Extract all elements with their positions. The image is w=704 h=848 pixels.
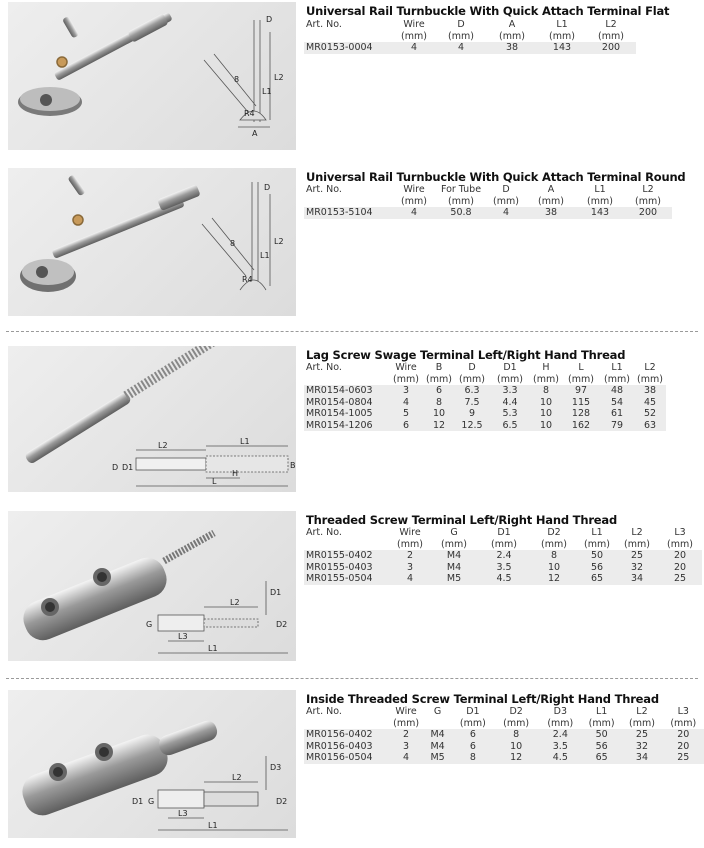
table-row bbox=[304, 420, 666, 432]
table-cell: 143 bbox=[576, 207, 624, 219]
dim-label-l2: L2 bbox=[230, 598, 240, 607]
table-cell: 52 bbox=[634, 408, 666, 420]
unit-label: (mm) bbox=[441, 538, 467, 550]
table-cell: 6 bbox=[424, 385, 454, 397]
column-header: D1 bbox=[466, 706, 480, 718]
table-units-row bbox=[304, 539, 702, 551]
unit-label: (mm) bbox=[459, 373, 485, 385]
column-header: Wire bbox=[403, 184, 425, 196]
dim-label-l1: L1 bbox=[208, 821, 218, 830]
dim-label-l2: L2 bbox=[232, 773, 242, 782]
table-cell: 38 bbox=[486, 42, 538, 54]
column-header: L3 bbox=[677, 706, 689, 718]
column-header: L bbox=[578, 362, 584, 374]
table-row bbox=[304, 42, 636, 54]
dim-label-d: D bbox=[266, 15, 273, 24]
column-header: L1 bbox=[594, 184, 606, 196]
technical-drawing bbox=[146, 581, 288, 653]
table-cell: 4 bbox=[392, 207, 436, 219]
table-cell: 38 bbox=[526, 207, 576, 219]
dim-label-d1: D1 bbox=[270, 588, 282, 597]
table-header-row bbox=[304, 527, 702, 539]
unit-label bbox=[304, 196, 392, 208]
table-cell: 200 bbox=[586, 42, 636, 54]
table-cell: 97 bbox=[562, 385, 600, 397]
unit-label bbox=[304, 374, 388, 386]
table-cell: 20 bbox=[663, 729, 704, 741]
column-header: D bbox=[468, 362, 476, 374]
column-header: D1 bbox=[497, 527, 511, 539]
product-title: Threaded Screw Terminal Left/Right Hand Thread bbox=[306, 513, 617, 527]
lag-screw-illustration bbox=[24, 346, 244, 465]
table-header-row bbox=[304, 184, 672, 196]
table-cell: 8 bbox=[530, 550, 578, 562]
unit-label: (mm) bbox=[568, 373, 594, 385]
product-photo bbox=[8, 690, 296, 838]
table-cell: 2 bbox=[390, 550, 430, 562]
table-cell: MR0156-0402 bbox=[304, 729, 389, 741]
unit-label bbox=[423, 718, 452, 730]
table-cell: 32 bbox=[616, 562, 658, 574]
table-cell: MR0154-0804 bbox=[304, 397, 388, 409]
dim-label-8: 8 bbox=[230, 239, 236, 248]
table-units-row bbox=[304, 718, 704, 730]
unit-label: (mm) bbox=[538, 195, 564, 207]
column-header: For Tube bbox=[440, 184, 482, 196]
table-cell: M5 bbox=[430, 573, 478, 585]
product-section-inside-threaded-screw bbox=[0, 684, 704, 848]
unit-label: (mm) bbox=[499, 30, 525, 42]
table-cell: 56 bbox=[578, 562, 616, 574]
table-cell: 4.4 bbox=[490, 397, 530, 409]
dim-label-g: G bbox=[146, 620, 153, 629]
unit-label: (mm) bbox=[503, 717, 530, 729]
table-cell: 7.5 bbox=[454, 397, 490, 409]
dim-label-l1: L1 bbox=[240, 437, 250, 446]
table-cell: 6 bbox=[388, 420, 424, 432]
unit-label: (mm) bbox=[393, 373, 419, 385]
table-cell: M4 bbox=[430, 550, 478, 562]
table-cell: 162 bbox=[562, 420, 600, 432]
dim-label-l3: L3 bbox=[178, 809, 188, 818]
table-cell: 5 bbox=[388, 408, 424, 420]
table-cell: 38 bbox=[634, 385, 666, 397]
column-header: Wire bbox=[395, 706, 417, 718]
unit-label: (mm) bbox=[397, 538, 423, 550]
table-header-row bbox=[304, 362, 666, 374]
table-cell: 2.4 bbox=[478, 550, 530, 562]
table-cell: 10 bbox=[530, 408, 562, 420]
column-header: D bbox=[457, 19, 465, 31]
table-cell: 45 bbox=[634, 397, 666, 409]
unit-label bbox=[304, 31, 392, 43]
table-cell: M4 bbox=[430, 562, 478, 574]
table-cell: 4 bbox=[486, 207, 526, 219]
table-cell: 8 bbox=[530, 385, 562, 397]
table-cell: MR0156-0403 bbox=[304, 741, 389, 753]
unit-label: (mm) bbox=[497, 373, 523, 385]
column-header: L2 bbox=[644, 362, 656, 374]
product-section-threaded-screw bbox=[0, 505, 704, 665]
column-header: Art. No. bbox=[306, 19, 342, 31]
table-cell: 34 bbox=[621, 752, 662, 764]
table-cell: 10 bbox=[530, 562, 578, 574]
table-header-row bbox=[304, 706, 704, 718]
column-header: Art. No. bbox=[306, 184, 342, 196]
column-header: L1 bbox=[556, 19, 568, 31]
dim-label-d3: D3 bbox=[270, 763, 282, 772]
dim-label-l: L bbox=[212, 477, 217, 486]
column-header: D2 bbox=[547, 527, 561, 539]
turnbuckle-illustration bbox=[18, 12, 173, 116]
table-cell: 65 bbox=[582, 752, 621, 764]
table-row bbox=[304, 385, 666, 397]
product-section-lag-screw bbox=[0, 340, 704, 500]
table-cell: 61 bbox=[600, 408, 634, 420]
dim-label-g: G bbox=[148, 797, 155, 806]
table-cell: 115 bbox=[562, 397, 600, 409]
table-cell: 4 bbox=[390, 573, 430, 585]
section-divider bbox=[6, 331, 698, 332]
table-cell: 9 bbox=[454, 408, 490, 420]
table-cell: MR0154-1005 bbox=[304, 408, 388, 420]
table-cell: 10 bbox=[424, 408, 454, 420]
table-cell: 63 bbox=[634, 420, 666, 432]
table-cell: M4 bbox=[423, 729, 452, 741]
table-cell: 6.5 bbox=[490, 420, 530, 432]
table-cell: 8 bbox=[452, 752, 493, 764]
table-cell: 25 bbox=[658, 573, 702, 585]
table-cell: MR0153-0004 bbox=[304, 42, 392, 54]
table-row bbox=[304, 573, 702, 585]
product-photo bbox=[8, 168, 296, 316]
table-cell: 3 bbox=[389, 741, 423, 753]
dim-label-l3: L3 bbox=[178, 632, 188, 641]
dim-label-d: D bbox=[264, 183, 271, 192]
unit-label bbox=[304, 718, 389, 730]
table-cell: 12 bbox=[530, 573, 578, 585]
column-header: Wire bbox=[403, 19, 425, 31]
table-cell: 25 bbox=[616, 550, 658, 562]
unit-label: (mm) bbox=[547, 717, 574, 729]
table-cell: 50 bbox=[582, 729, 621, 741]
table-cell: 128 bbox=[562, 408, 600, 420]
dim-label-l1: L1 bbox=[262, 87, 272, 96]
table-row bbox=[304, 729, 704, 741]
dim-label-d2: D2 bbox=[276, 620, 288, 629]
dim-label-r4: R4 bbox=[242, 275, 253, 284]
table-cell: 20 bbox=[663, 741, 704, 753]
table-cell: 143 bbox=[538, 42, 586, 54]
column-header: D3 bbox=[553, 706, 567, 718]
product-section-turnbuckle-flat bbox=[0, 0, 704, 160]
column-header: D1 bbox=[503, 362, 517, 374]
table-cell: 48 bbox=[600, 385, 634, 397]
table-cell: 12.5 bbox=[454, 420, 490, 432]
dim-label-d2: D2 bbox=[276, 797, 288, 806]
column-header: D bbox=[502, 184, 510, 196]
table-cell: MR0154-1206 bbox=[304, 420, 388, 432]
column-header: L1 bbox=[611, 362, 623, 374]
table-cell: 65 bbox=[578, 573, 616, 585]
table-cell: 12 bbox=[494, 752, 539, 764]
column-header: L3 bbox=[674, 527, 686, 539]
table-row bbox=[304, 397, 666, 409]
dim-label-l2: L2 bbox=[274, 237, 284, 246]
unit-label: (mm) bbox=[459, 717, 486, 729]
table-cell: 2 bbox=[389, 729, 423, 741]
table-cell: 10 bbox=[494, 741, 539, 753]
table-cell: MR0155-0403 bbox=[304, 562, 390, 574]
unit-label: (mm) bbox=[401, 195, 427, 207]
dim-label-d: D bbox=[112, 463, 119, 472]
table-row bbox=[304, 207, 672, 219]
table-cell: 3.3 bbox=[490, 385, 530, 397]
spec-table bbox=[304, 527, 702, 585]
unit-label: (mm) bbox=[635, 195, 661, 207]
table-row bbox=[304, 741, 704, 753]
column-header: L1 bbox=[595, 706, 608, 718]
table-cell: 3.5 bbox=[478, 562, 530, 574]
dim-label-h: H bbox=[232, 469, 239, 478]
table-cell: 6 bbox=[452, 729, 493, 741]
unit-label: (mm) bbox=[491, 538, 517, 550]
table-cell: MR0156-0504 bbox=[304, 752, 389, 764]
product-title: Inside Threaded Screw Terminal Left/Right Hand Thread bbox=[306, 692, 659, 706]
table-cell: 4 bbox=[436, 42, 486, 54]
column-header: G bbox=[450, 527, 458, 539]
table-cell: 2.4 bbox=[539, 729, 582, 741]
table-cell: 50 bbox=[578, 550, 616, 562]
column-header: A bbox=[547, 184, 555, 196]
unit-label: (mm) bbox=[604, 373, 630, 385]
table-row bbox=[304, 408, 666, 420]
unit-label: (mm) bbox=[493, 195, 519, 207]
product-photo bbox=[8, 346, 296, 492]
dim-label-a: A bbox=[252, 129, 258, 138]
dim-label-r4: R4 bbox=[244, 109, 255, 118]
spec-table bbox=[304, 184, 672, 219]
product-title: Universal Rail Turnbuckle With Quick Attach Terminal Flat bbox=[306, 4, 670, 18]
unit-label bbox=[304, 539, 390, 551]
table-cell: 25 bbox=[621, 729, 662, 741]
column-header: L2 bbox=[642, 184, 654, 196]
turnbuckle-illustration bbox=[20, 174, 201, 292]
table-cell: 10 bbox=[530, 397, 562, 409]
column-header: Art. No. bbox=[306, 706, 342, 718]
column-header: L1 bbox=[591, 527, 603, 539]
table-cell: 3 bbox=[388, 385, 424, 397]
column-header: Wire bbox=[399, 527, 421, 539]
table-cell: 4 bbox=[388, 397, 424, 409]
table-cell: 6 bbox=[452, 741, 493, 753]
table-cell: MR0153-5104 bbox=[304, 207, 392, 219]
table-cell: 79 bbox=[600, 420, 634, 432]
table-cell: 4 bbox=[389, 752, 423, 764]
dim-label-d1: D1 bbox=[132, 797, 144, 806]
product-title: Lag Screw Swage Terminal Left/Right Hand Thread bbox=[306, 348, 626, 362]
technical-drawing bbox=[112, 437, 296, 486]
table-row bbox=[304, 550, 702, 562]
table-cell: M4 bbox=[423, 741, 452, 753]
technical-drawing bbox=[202, 182, 284, 290]
table-cell: 12 bbox=[424, 420, 454, 432]
dim-label-l1: L1 bbox=[208, 644, 218, 653]
table-header-row bbox=[304, 19, 636, 31]
table-cell: 50.8 bbox=[436, 207, 486, 219]
table-cell: M5 bbox=[423, 752, 452, 764]
unit-label: (mm) bbox=[448, 195, 474, 207]
column-header: L2 bbox=[605, 19, 617, 31]
table-cell: 3.5 bbox=[539, 741, 582, 753]
unit-label: (mm) bbox=[587, 195, 613, 207]
dim-label-8: 8 bbox=[234, 75, 240, 84]
table-cell: 32 bbox=[621, 741, 662, 753]
table-units-row bbox=[304, 374, 666, 386]
table-cell: MR0154-0603 bbox=[304, 385, 388, 397]
table-cell: 25 bbox=[663, 752, 704, 764]
unit-label: (mm) bbox=[393, 717, 420, 729]
unit-label: (mm) bbox=[584, 538, 610, 550]
table-cell: 20 bbox=[658, 562, 702, 574]
table-units-row bbox=[304, 31, 636, 43]
table-cell: 3 bbox=[390, 562, 430, 574]
column-header: H bbox=[542, 362, 550, 374]
column-header: G bbox=[433, 706, 442, 718]
column-header: B bbox=[435, 362, 443, 374]
spec-table bbox=[304, 706, 704, 764]
spec-table bbox=[304, 362, 666, 431]
unit-label: (mm) bbox=[426, 373, 452, 385]
unit-label: (mm) bbox=[637, 373, 663, 385]
unit-label: (mm) bbox=[588, 717, 615, 729]
unit-label: (mm) bbox=[549, 30, 575, 42]
column-header: Art. No. bbox=[306, 527, 342, 539]
unit-label: (mm) bbox=[448, 30, 474, 42]
column-header: D2 bbox=[509, 706, 523, 718]
table-cell: 6.3 bbox=[454, 385, 490, 397]
product-section-turnbuckle-round bbox=[0, 160, 704, 320]
product-photo bbox=[8, 2, 296, 150]
dim-label-l2: L2 bbox=[158, 441, 168, 450]
table-cell: 4 bbox=[392, 42, 436, 54]
unit-label: (mm) bbox=[541, 538, 567, 550]
column-header: Art. No. bbox=[306, 362, 342, 374]
unit-label: (mm) bbox=[629, 717, 655, 729]
table-cell: MR0155-0402 bbox=[304, 550, 390, 562]
dim-label-b: B bbox=[290, 461, 296, 470]
table-cell: 54 bbox=[600, 397, 634, 409]
table-cell: 20 bbox=[658, 550, 702, 562]
column-header: L2 bbox=[631, 527, 643, 539]
unit-label: (mm) bbox=[598, 30, 624, 42]
unit-label: (mm) bbox=[624, 538, 650, 550]
column-header: A bbox=[508, 19, 516, 31]
unit-label: (mm) bbox=[667, 538, 693, 550]
table-row bbox=[304, 752, 704, 764]
table-cell: 8 bbox=[494, 729, 539, 741]
technical-drawing bbox=[204, 15, 284, 138]
table-cell: 8 bbox=[424, 397, 454, 409]
spec-table bbox=[304, 19, 636, 54]
table-cell: 10 bbox=[530, 420, 562, 432]
table-cell: MR0155-0504 bbox=[304, 573, 390, 585]
table-cell: 56 bbox=[582, 741, 621, 753]
column-header: L2 bbox=[636, 706, 648, 718]
dim-label-d1: D1 bbox=[122, 463, 134, 472]
table-cell: 4.5 bbox=[478, 573, 530, 585]
table-row bbox=[304, 562, 702, 574]
dim-label-l2: L2 bbox=[274, 73, 284, 82]
dim-label-l1: L1 bbox=[260, 251, 270, 260]
product-photo bbox=[8, 511, 296, 661]
table-cell: 34 bbox=[616, 573, 658, 585]
table-cell: 200 bbox=[624, 207, 672, 219]
product-title: Universal Rail Turnbuckle With Quick Attach Terminal Round bbox=[306, 170, 686, 184]
section-divider bbox=[6, 678, 698, 679]
unit-label: (mm) bbox=[533, 373, 559, 385]
column-header: Wire bbox=[395, 362, 417, 374]
table-units-row bbox=[304, 196, 672, 208]
table-cell: 5.3 bbox=[490, 408, 530, 420]
unit-label: (mm) bbox=[401, 30, 427, 42]
table-cell: 4.5 bbox=[539, 752, 582, 764]
unit-label: (mm) bbox=[670, 717, 697, 729]
